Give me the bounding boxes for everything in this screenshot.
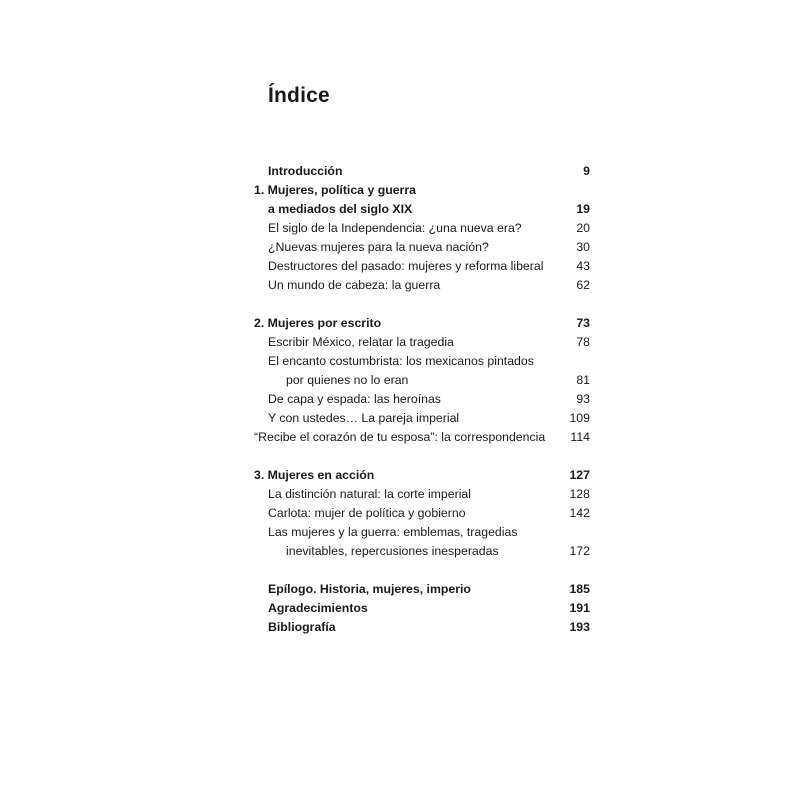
toc-section [250,257,590,276]
toc-entry-page: 114 [570,430,590,444]
toc-gap [250,295,590,314]
table-of-contents [250,162,590,637]
toc-entry-title: 1. Mujeres, política y guerra [254,183,416,197]
toc-entry-title: El encanto costumbrista: los mexicanos pintados [268,354,534,368]
toc-entry-page: 62 [576,278,590,292]
toc-entry-page: 193 [569,620,590,634]
toc-entry-title: Bibliografía [268,620,336,634]
toc-entry-title: De capa y espada: las heroínas [268,392,441,406]
toc-entry-page: 142 [569,506,590,520]
toc-entry-page: 81 [576,373,590,387]
toc-section [250,238,590,257]
toc-section [250,333,590,352]
toc-section [250,276,590,295]
toc-chapter-1-line2 [250,200,590,219]
toc-entry-title: Y con ustedes… La pareja imperial [268,411,460,425]
toc-section [250,485,590,504]
toc-section-continuation [250,542,590,561]
toc-entry-page: 30 [576,240,590,254]
toc-entry-page: 43 [576,259,590,273]
toc-section [250,504,590,523]
toc-entry-title: inevitables, repercusiones inesperadas [286,544,499,558]
toc-entry-acknowledgments [250,599,590,618]
toc-entry-page: 172 [569,544,590,558]
page-title: Índice [268,84,330,107]
toc-entry-title: a mediados del siglo XIX [268,202,413,216]
toc-entry-page: 9 [583,164,590,178]
toc-gap [250,447,590,466]
toc-gap [250,561,590,580]
toc-chapter-3 [250,466,590,485]
toc-entry-title: ¿Nuevas mujeres para la nueva nación? [268,240,489,254]
toc-entry-title: Las mujeres y la guerra: emblemas, tragedias [268,525,518,539]
toc-chapter-2 [250,314,590,333]
toc-entry-page: 128 [569,487,590,501]
toc-section [236,428,590,447]
toc-entry-title: Un mundo de cabeza: la guerra [268,278,441,292]
toc-entry-title: Epílogo. Historia, mujeres, imperio [268,582,471,596]
toc-entry-intro [250,162,590,181]
toc-entry-page: 185 [569,582,590,596]
toc-entry-title: “Recibe el corazón de tu esposa”: la correspondencia [254,430,546,444]
toc-entry-title: Destructores del pasado: mujeres y reforma liberal [268,259,544,273]
toc-entry-epilogue [250,580,590,599]
toc-section [250,390,590,409]
toc-entry-page: 109 [569,411,590,425]
toc-entry-page: 19 [576,202,590,216]
toc-section [250,219,590,238]
toc-entry-bibliography [250,618,590,637]
toc-section [250,523,590,542]
toc-entry-title: Carlota: mujer de política y gobierno [268,506,466,520]
toc-entry-page: 93 [576,392,590,406]
toc-entry-page: 78 [576,335,590,349]
toc-entry-title: 3. Mujeres en acción [254,468,375,482]
toc-entry-page: 191 [569,601,590,615]
toc-section-continuation [250,371,590,390]
toc-entry-title: Escribir México, relatar la tragedia [268,335,454,349]
toc-entry-page: 127 [569,468,590,482]
toc-section [250,409,590,428]
toc-entry-title: La distinción natural: la corte imperial [268,487,472,501]
toc-entry-title: por quienes no lo eran [286,373,409,387]
toc-section [250,352,590,371]
toc-entry-page: 20 [576,221,590,235]
toc-entry-page: 73 [576,316,590,330]
toc-entry-title: Agradecimientos [268,601,368,615]
toc-entry-title: El siglo de la Independencia: ¿una nueva era? [268,221,522,235]
toc-entry-title: Introducción [268,164,343,178]
toc-chapter-1-line1 [250,181,590,200]
toc-entry-title: 2. Mujeres por escrito [254,316,382,330]
